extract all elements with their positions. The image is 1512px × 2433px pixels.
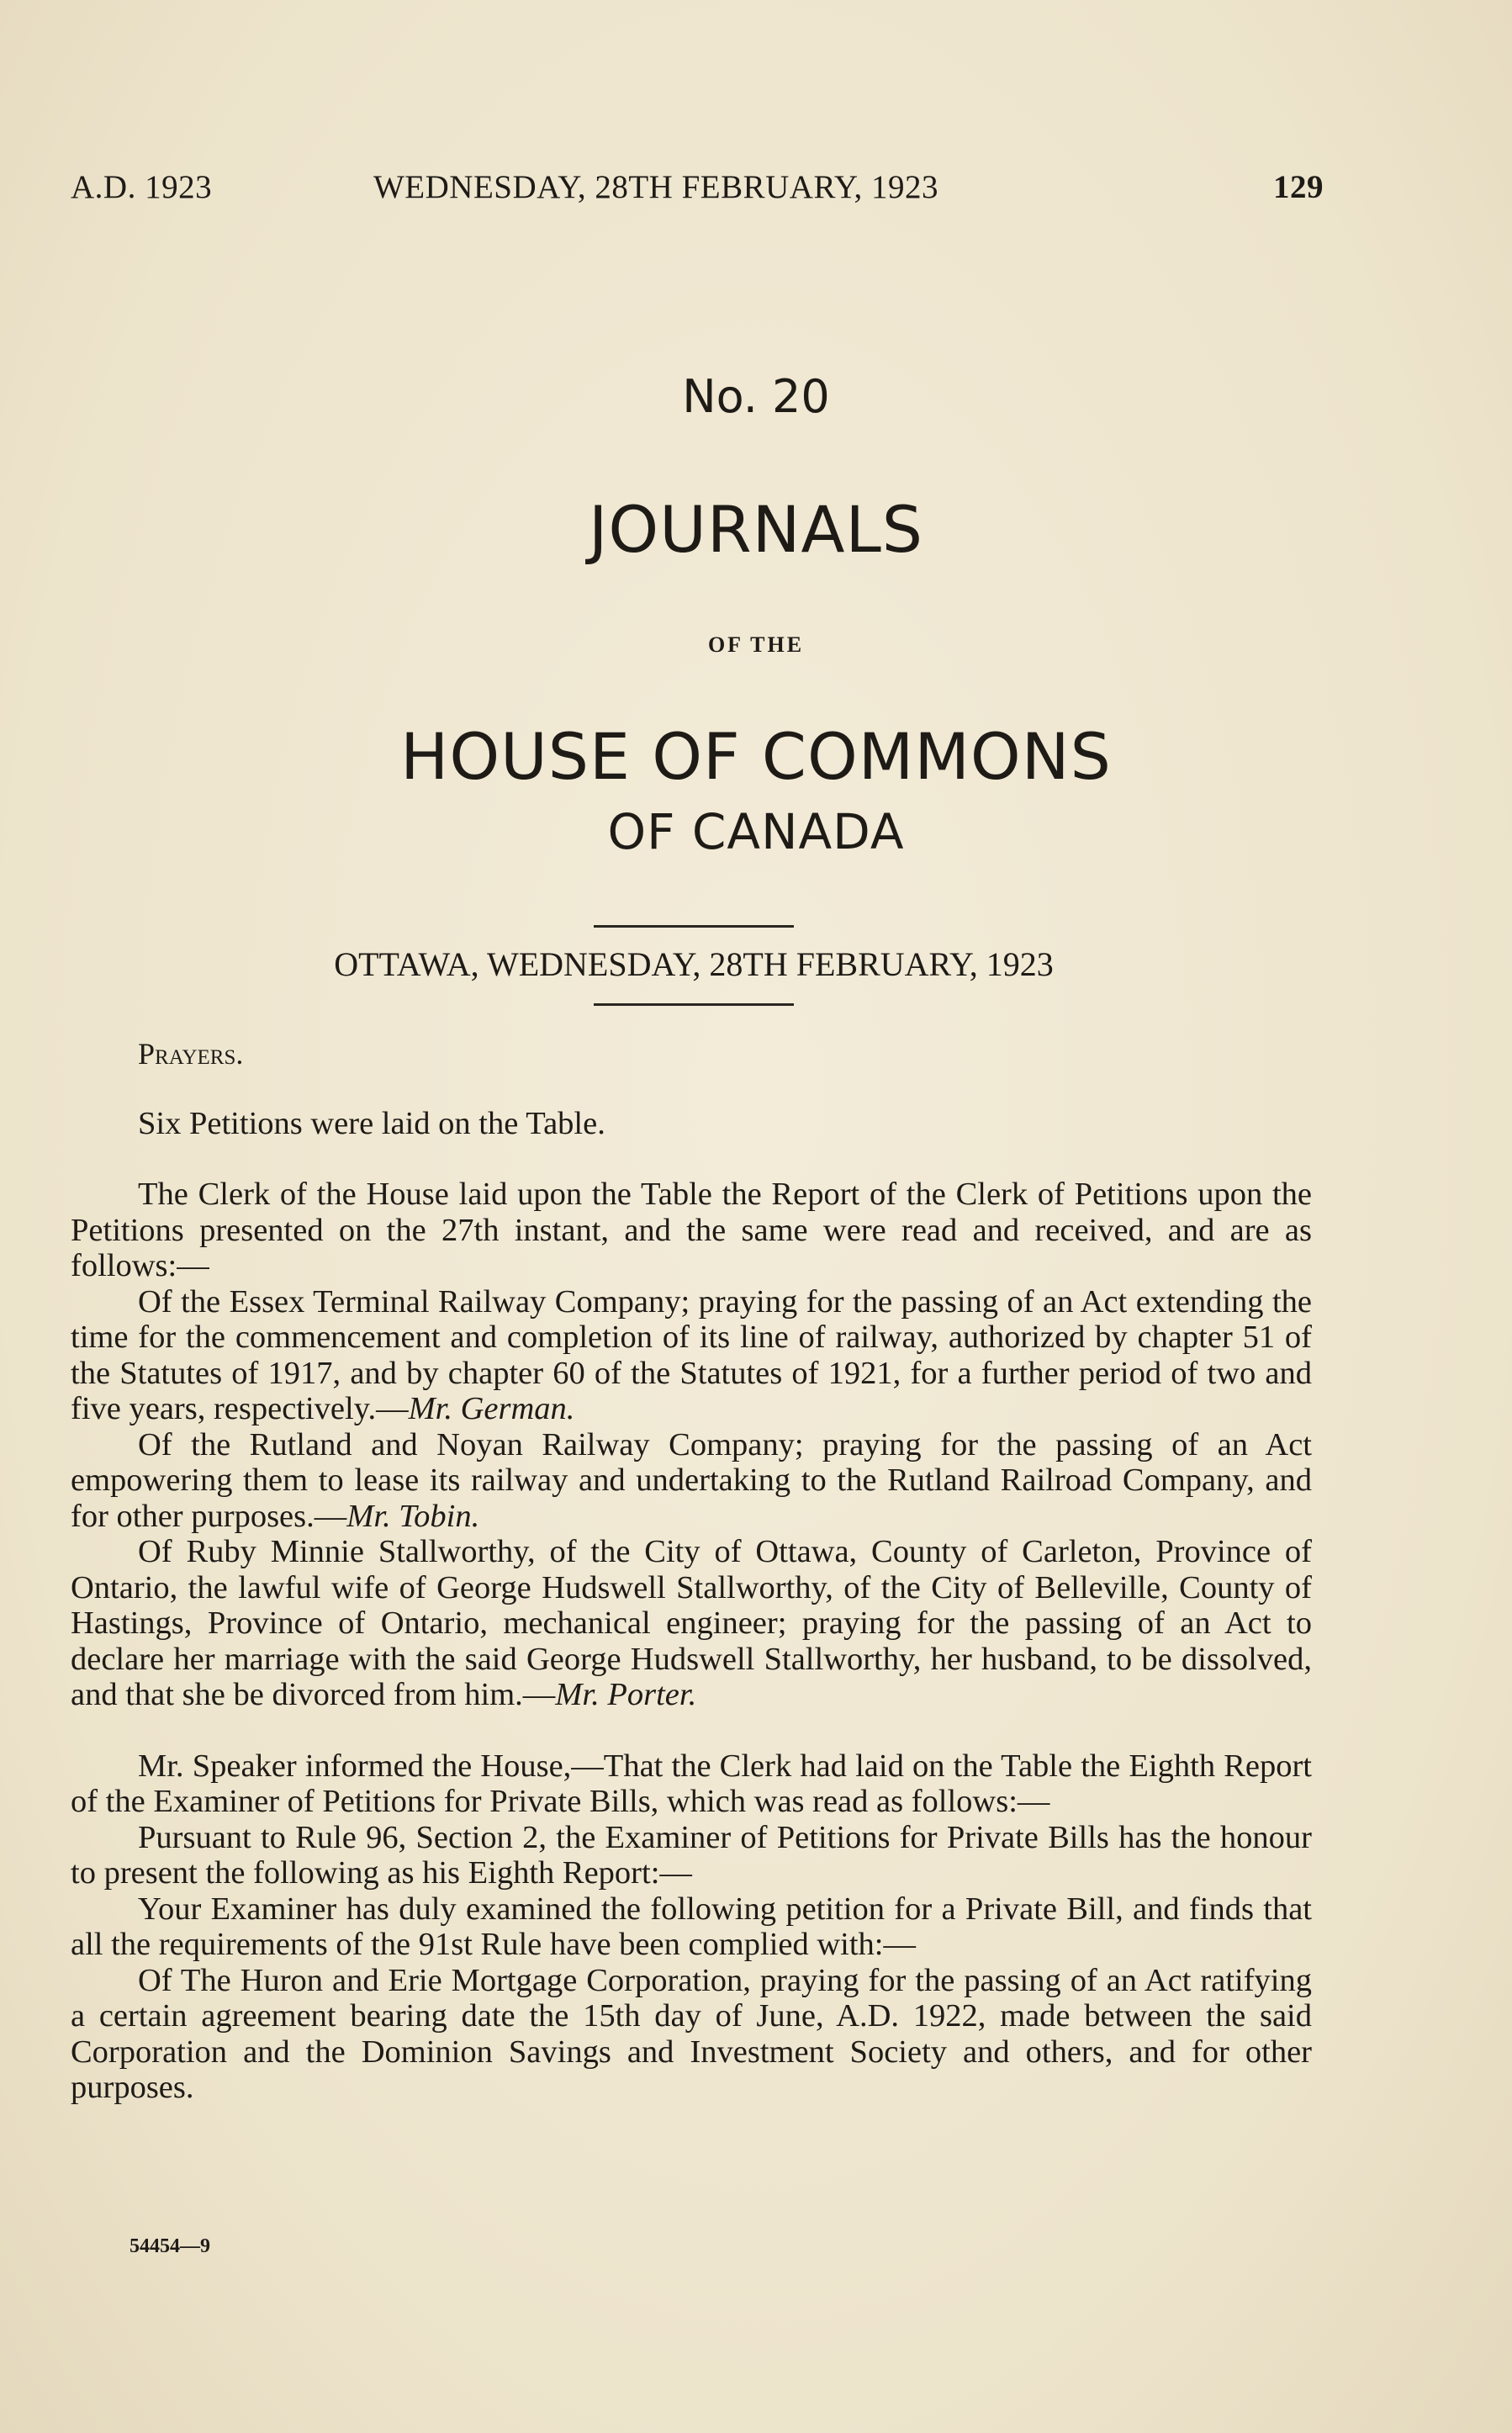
member-name: Mr. Porter.: [555, 1677, 697, 1712]
house-title: HOUSE OF COMMONS: [400, 719, 1112, 794]
pursuant-paragraph: Pursuant to Rule 96, Section 2, the Examiner of Petitions for Private Bills has the honour to present the following as his Eighth Report:—: [71, 1819, 1312, 1891]
divider-top: [594, 925, 794, 928]
of-the-label: OF THE: [707, 632, 805, 657]
petition-essex-terminal: [71, 1284, 1312, 1427]
petition-text: Of the Rutland and Noyan Railway Company; praying for the passing of an Act empowering them to lease its railway and undertaking to the Rutland Railroad Company, and for other purposes.—: [71, 1426, 1312, 1534]
issue-number: No. 20: [682, 370, 830, 423]
petition-text: Of Ruby Minnie Stallworthy, of the City of Ottawa, County of Carleton, Province of Ontario, the lawful wife of George Hudswell Stallworthy, of the City of Belleville, County of Hastings, Province of Ontario, mechanical engineer; praying for the passing of an Act to declare her marriage with the said George Hudswell Stallworthy, her husband, to be dissolved, and that she be divorced from him.—: [71, 1534, 1312, 1712]
page-number: 129: [1273, 169, 1324, 205]
divider-bottom: [594, 1003, 794, 1006]
petition-text: Of the Essex Terminal Railway Company; praying for the passing of an Act extending the time for the commencement and completion of its line of railway, authorized by chapter 51 of the Statutes of 1917, and by chapter 60 of the Statutes of 1921, for a further period of two and five years, respectively.—: [71, 1283, 1312, 1426]
examiner-paragraph: Your Examiner has duly examined the following petition for a Private Bill, and finds that all the requirements of the 91st Rule have been complied with:—: [71, 1891, 1312, 1962]
journal-body: [71, 1026, 1312, 2106]
of-canada-title: OF CANADA: [607, 803, 905, 860]
huron-erie-paragraph: Of The Huron and Erie Mortgage Corporation, praying for the passing of an Act ratifying a certain agreement bearing date the 15th day of June, A.D. 1922, made between the said Corporation and the Dominion Savings and Investment Society and others, and for other purposes.: [71, 1962, 1312, 2105]
running-head-date: WEDNESDAY, 28TH FEBRUARY, 1923: [373, 169, 938, 205]
petition-rutland-noyan: [71, 1427, 1312, 1535]
journals-title: JOURNALS: [588, 492, 924, 567]
petitions-laid-paragraph: Six Petitions were laid on the Table.: [138, 1105, 605, 1141]
petition-stallworthy: [71, 1534, 1312, 1713]
clerk-report-paragraph: The Clerk of the House laid upon the Table the Report of the Clerk of Petitions upon the Petitions presented on the 27th instant, and the same were read and received, and are as follows:—: [71, 1177, 1312, 1283]
speaker-informed-paragraph: Mr. Speaker informed the House,—That the Clerk had laid on the Table the Eighth Report of the Examiner of Petitions for Private Bills, which was read as follows:—: [71, 1748, 1312, 1819]
member-name: Mr. Tobin.: [346, 1498, 480, 1534]
running-head-year: A.D. 1923: [71, 169, 213, 205]
prayers-heading: Prayers.: [138, 1037, 244, 1071]
member-name: Mr. German.: [408, 1391, 575, 1426]
running-head: [71, 168, 1324, 210]
dateline: OTTAWA, WEDNESDAY, 28TH FEBRUARY, 1923: [334, 945, 1054, 983]
printer-code: 54454—9: [130, 2235, 210, 2257]
